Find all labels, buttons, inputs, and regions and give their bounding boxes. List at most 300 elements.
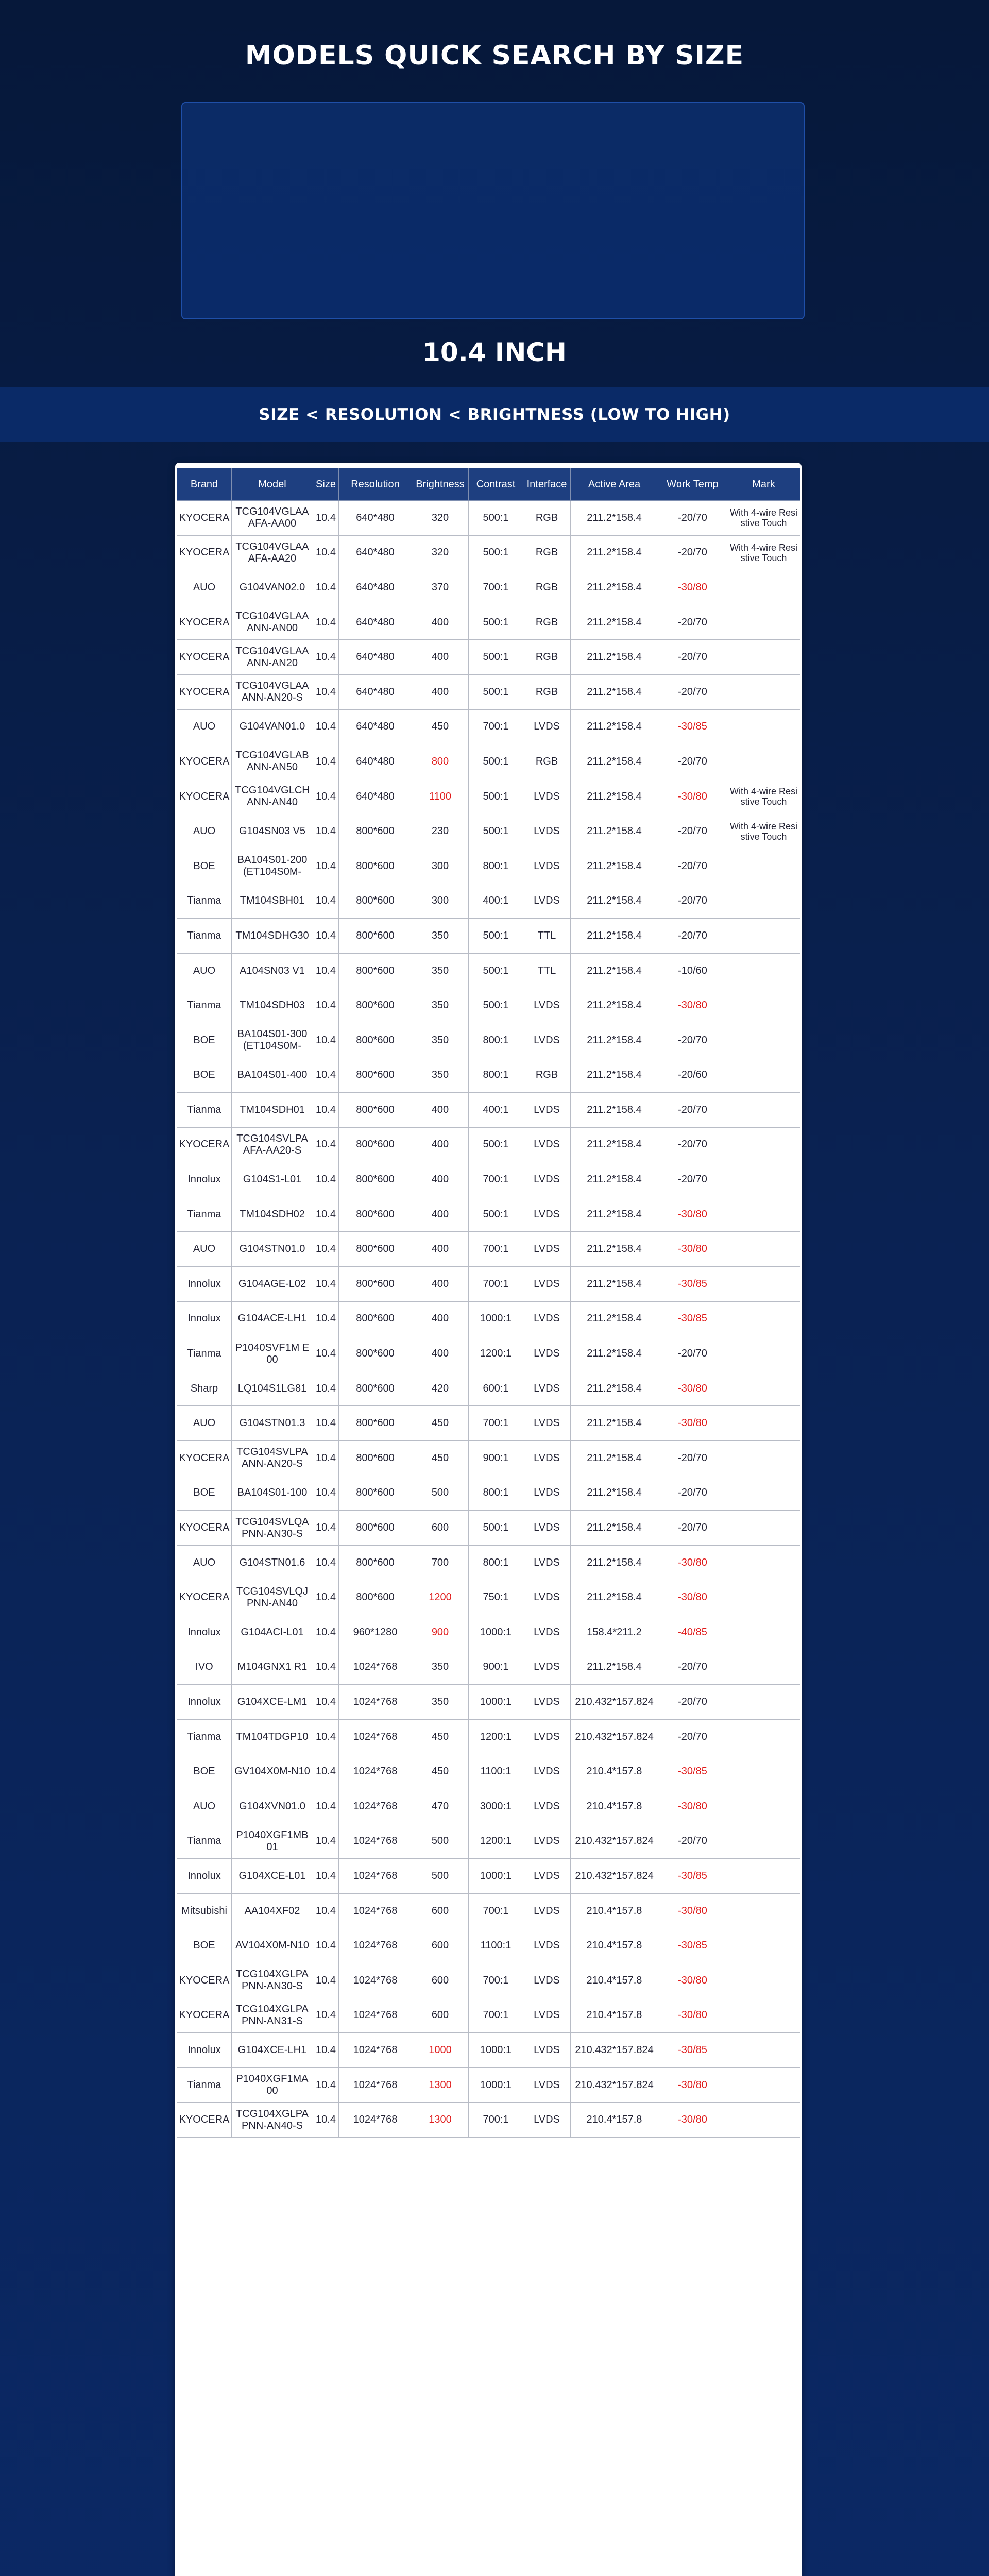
cell-brightness: 450 <box>412 709 469 744</box>
table-row <box>177 501 800 536</box>
cell-interface: LVDS <box>523 1267 571 1302</box>
cell-model: TCG104VGLAAAFA-AA00 <box>232 501 313 536</box>
cell-brightness: 400 <box>412 1232 469 1267</box>
cell-contrast: 750:1 <box>469 1580 523 1615</box>
cell-work-temp: -30/80 <box>658 1893 727 1928</box>
cell-size: 10.4 <box>313 1859 339 1894</box>
cell-interface: LVDS <box>523 1719 571 1754</box>
cell-work-temp: -20/60 <box>658 1058 727 1093</box>
cell-resolution: 800*600 <box>339 1441 412 1476</box>
cell-interface: RGB <box>523 605 571 640</box>
cell-size: 10.4 <box>313 1162 339 1197</box>
table-row <box>177 674 800 709</box>
cell-contrast: 900:1 <box>469 1650 523 1685</box>
table-row <box>177 1023 800 1058</box>
cell-model: TCG104SVLPAANN-AN20-S <box>232 1441 313 1476</box>
cell-active-area: 211.2*158.4 <box>571 1093 658 1128</box>
models-table-panel <box>175 463 802 2576</box>
cell-size: 10.4 <box>313 535 339 570</box>
cell-interface: LVDS <box>523 1336 571 1371</box>
cell-mark <box>727 2103 800 2138</box>
cell-mark <box>727 2067 800 2103</box>
cell-contrast: 900:1 <box>469 1441 523 1476</box>
cell-active-area: 211.2*158.4 <box>571 1232 658 1267</box>
cell-interface: LVDS <box>523 1232 571 1267</box>
cell-model: TM104SBH01 <box>232 884 313 919</box>
cell-contrast: 500:1 <box>469 919 523 954</box>
cell-mark <box>727 674 800 709</box>
cell-mark <box>727 640 800 675</box>
cell-brightness: 500 <box>412 1476 469 1511</box>
cell-resolution: 800*600 <box>339 1127 412 1162</box>
table-row <box>177 1719 800 1754</box>
cell-interface: LVDS <box>523 1615 571 1650</box>
cell-brand: KYOCERA <box>177 744 232 779</box>
cell-resolution: 640*480 <box>339 779 412 814</box>
cell-model: BA104S01-100 <box>232 1476 313 1511</box>
cell-brand: Tianma <box>177 919 232 954</box>
cell-work-temp: -20/70 <box>658 535 727 570</box>
cell-interface: TTL <box>523 953 571 988</box>
cell-resolution: 1024*768 <box>339 1650 412 1685</box>
header-interface: Interface <box>523 468 571 501</box>
cell-mark <box>727 884 800 919</box>
table-row <box>177 1441 800 1476</box>
cell-contrast: 1000:1 <box>469 1301 523 1336</box>
cell-interface: RGB <box>523 501 571 536</box>
table-row <box>177 1232 800 1267</box>
cell-model: TCG104SVLQAPNN-AN30-S <box>232 1511 313 1546</box>
header-model: Model <box>232 468 313 501</box>
header-brand: Brand <box>177 468 232 501</box>
cell-model: M104GNX1 R1 <box>232 1650 313 1685</box>
cell-active-area: 210.432*157.824 <box>571 2033 658 2068</box>
table-row <box>177 849 800 884</box>
cell-interface: LVDS <box>523 849 571 884</box>
cell-active-area: 211.2*158.4 <box>571 640 658 675</box>
cell-model: G104XCE-L01 <box>232 1859 313 1894</box>
cell-model: G104STN01.6 <box>232 1545 313 1580</box>
table-row <box>177 1127 800 1162</box>
cell-size: 10.4 <box>313 1998 339 2033</box>
cell-resolution: 800*600 <box>339 1093 412 1128</box>
cell-active-area: 210.4*157.8 <box>571 1928 658 1963</box>
cell-brand: KYOCERA <box>177 640 232 675</box>
cell-active-area: 211.2*158.4 <box>571 1127 658 1162</box>
cell-active-area: 211.2*158.4 <box>571 953 658 988</box>
cell-resolution: 800*600 <box>339 1301 412 1336</box>
cell-mark <box>727 1476 800 1511</box>
cell-mark <box>727 919 800 954</box>
cell-resolution: 640*480 <box>339 640 412 675</box>
cell-resolution: 800*600 <box>339 884 412 919</box>
cell-size: 10.4 <box>313 1093 339 1128</box>
cell-brand: Mitsubishi <box>177 1893 232 1928</box>
cell-contrast: 700:1 <box>469 1267 523 1302</box>
cell-interface: LVDS <box>523 1093 571 1128</box>
cell-work-temp: -20/70 <box>658 1719 727 1754</box>
cell-mark <box>727 1650 800 1685</box>
table-row <box>177 1824 800 1859</box>
cell-work-temp: -30/80 <box>658 1406 727 1441</box>
cell-resolution: 1024*768 <box>339 1928 412 1963</box>
cell-work-temp: -30/85 <box>658 1301 727 1336</box>
cell-brightness: 600 <box>412 1893 469 1928</box>
cell-model: G104XCE-LH1 <box>232 2033 313 2068</box>
cell-mark <box>727 988 800 1023</box>
cell-size: 10.4 <box>313 1441 339 1476</box>
cell-brand: Sharp <box>177 1371 232 1406</box>
table-row <box>177 988 800 1023</box>
cell-brand: Tianma <box>177 1824 232 1859</box>
cell-brand: KYOCERA <box>177 1127 232 1162</box>
cell-interface: LVDS <box>523 1371 571 1406</box>
cell-resolution: 1024*768 <box>339 1719 412 1754</box>
cell-brightness: 400 <box>412 1093 469 1128</box>
cell-active-area: 211.2*158.4 <box>571 1023 658 1058</box>
cell-contrast: 500:1 <box>469 744 523 779</box>
cell-contrast: 500:1 <box>469 605 523 640</box>
cell-brightness: 500 <box>412 1824 469 1859</box>
cell-contrast: 500:1 <box>469 674 523 709</box>
cell-mark: With 4-wire Resistive Touch <box>727 501 800 536</box>
cell-interface: LVDS <box>523 884 571 919</box>
cell-mark <box>727 1789 800 1824</box>
cell-interface: LVDS <box>523 1406 571 1441</box>
cell-work-temp: -20/70 <box>658 744 727 779</box>
cell-active-area: 210.432*157.824 <box>571 1685 658 1720</box>
cell-brand: Innolux <box>177 1859 232 1894</box>
cell-work-temp: -30/85 <box>658 1859 727 1894</box>
cell-work-temp: -30/80 <box>658 988 727 1023</box>
cell-brand: AUO <box>177 953 232 988</box>
cell-brand: AUO <box>177 1545 232 1580</box>
cell-brand: Tianma <box>177 1719 232 1754</box>
cell-work-temp: -20/70 <box>658 1476 727 1511</box>
cell-mark <box>727 1058 800 1093</box>
cell-brightness: 350 <box>412 919 469 954</box>
cell-resolution: 1024*768 <box>339 1963 412 1998</box>
cell-mark <box>727 1685 800 1720</box>
header-mark: Mark <box>727 468 800 501</box>
cell-mark <box>727 1719 800 1754</box>
cell-size: 10.4 <box>313 1789 339 1824</box>
cell-brightness: 1100 <box>412 779 469 814</box>
cell-active-area: 211.2*158.4 <box>571 1267 658 1302</box>
cell-resolution: 800*600 <box>339 919 412 954</box>
cell-size: 10.4 <box>313 570 339 605</box>
cell-model: TM104SDH02 <box>232 1197 313 1232</box>
cell-brightness: 400 <box>412 674 469 709</box>
cell-model: TM104SDHG30 <box>232 919 313 954</box>
cell-model: A104SN03 V1 <box>232 953 313 988</box>
cell-brand: Innolux <box>177 1685 232 1720</box>
cell-contrast: 500:1 <box>469 988 523 1023</box>
cell-mark <box>727 1511 800 1546</box>
cell-brand: Innolux <box>177 1162 232 1197</box>
cell-size: 10.4 <box>313 501 339 536</box>
cell-size: 10.4 <box>313 1336 339 1371</box>
cell-interface: RGB <box>523 744 571 779</box>
table-header-row <box>177 468 800 501</box>
cell-contrast: 1100:1 <box>469 1928 523 1963</box>
cell-mark <box>727 1580 800 1615</box>
cell-mark <box>727 849 800 884</box>
table-row <box>177 1406 800 1441</box>
cell-mark <box>727 1893 800 1928</box>
cell-mark <box>727 605 800 640</box>
cell-work-temp: -30/80 <box>658 2103 727 2138</box>
cell-active-area: 211.2*158.4 <box>571 1058 658 1093</box>
cell-brightness: 400 <box>412 1301 469 1336</box>
cell-brand: AUO <box>177 1232 232 1267</box>
cell-model: G104VAN01.0 <box>232 709 313 744</box>
cell-active-area: 211.2*158.4 <box>571 1336 658 1371</box>
cell-brightness: 300 <box>412 849 469 884</box>
cell-interface: LVDS <box>523 1197 571 1232</box>
table-row <box>177 1371 800 1406</box>
cell-brand: BOE <box>177 1476 232 1511</box>
cell-resolution: 640*480 <box>339 674 412 709</box>
cell-size: 10.4 <box>313 674 339 709</box>
cell-contrast: 1000:1 <box>469 1615 523 1650</box>
cell-interface: LVDS <box>523 1859 571 1894</box>
cell-active-area: 211.2*158.4 <box>571 1371 658 1406</box>
cell-mark <box>727 1336 800 1371</box>
cell-size: 10.4 <box>313 1928 339 1963</box>
cell-interface: LVDS <box>523 1998 571 2033</box>
cell-resolution: 960*1280 <box>339 1615 412 1650</box>
cell-brightness: 1300 <box>412 2103 469 2138</box>
cell-active-area: 211.2*158.4 <box>571 535 658 570</box>
cell-resolution: 800*600 <box>339 1545 412 1580</box>
table-row <box>177 1789 800 1824</box>
cell-model: BA104S01-300(ET104S0M- <box>232 1023 313 1058</box>
cell-work-temp: -30/80 <box>658 1197 727 1232</box>
cell-interface: RGB <box>523 640 571 675</box>
cell-mark <box>727 953 800 988</box>
cell-brand: Tianma <box>177 1197 232 1232</box>
cell-contrast: 1200:1 <box>469 1336 523 1371</box>
cell-interface: LVDS <box>523 1963 571 1998</box>
cell-work-temp: -30/80 <box>658 1789 727 1824</box>
header-brightness: Brightness <box>412 468 469 501</box>
cell-active-area: 211.2*158.4 <box>571 1511 658 1546</box>
table-row <box>177 814 800 849</box>
cell-active-area: 211.2*158.4 <box>571 1476 658 1511</box>
cell-mark <box>727 1441 800 1476</box>
cell-model: G104XCE-LM1 <box>232 1685 313 1720</box>
cell-mark <box>727 1963 800 1998</box>
table-row <box>177 1058 800 1093</box>
page-title: MODELS QUICK SEARCH BY SIZE <box>245 40 744 71</box>
cell-size: 10.4 <box>313 849 339 884</box>
cell-contrast: 1200:1 <box>469 1719 523 1754</box>
cell-brightness: 400 <box>412 640 469 675</box>
cell-brand: KYOCERA <box>177 674 232 709</box>
cell-resolution: 1024*768 <box>339 2033 412 2068</box>
cell-active-area: 211.2*158.4 <box>571 1441 658 1476</box>
cell-contrast: 700:1 <box>469 1893 523 1928</box>
cell-interface: RGB <box>523 570 571 605</box>
cell-brand: KYOCERA <box>177 1580 232 1615</box>
cell-active-area: 211.2*158.4 <box>571 674 658 709</box>
table-row <box>177 2067 800 2103</box>
cell-work-temp: -20/70 <box>658 1127 727 1162</box>
cell-active-area: 210.4*157.8 <box>571 1893 658 1928</box>
cell-active-area: 211.2*158.4 <box>571 1406 658 1441</box>
cell-resolution: 640*480 <box>339 605 412 640</box>
table-row <box>177 1162 800 1197</box>
cell-work-temp: -30/85 <box>658 1267 727 1302</box>
cell-model: G104VAN02.0 <box>232 570 313 605</box>
cell-brand: KYOCERA <box>177 2103 232 2138</box>
table-row <box>177 535 800 570</box>
cell-resolution: 800*600 <box>339 1371 412 1406</box>
cell-contrast: 1100:1 <box>469 1754 523 1789</box>
cell-work-temp: -20/70 <box>658 1162 727 1197</box>
cell-contrast: 700:1 <box>469 2103 523 2138</box>
cell-model: LQ104S1LG81 <box>232 1371 313 1406</box>
cell-contrast: 700:1 <box>469 709 523 744</box>
cell-size: 10.4 <box>313 1754 339 1789</box>
cell-brightness: 300 <box>412 884 469 919</box>
cell-brightness: 320 <box>412 501 469 536</box>
cell-contrast: 500:1 <box>469 535 523 570</box>
cell-contrast: 700:1 <box>469 1998 523 2033</box>
cell-contrast: 400:1 <box>469 1093 523 1128</box>
cell-contrast: 3000:1 <box>469 1789 523 1824</box>
cell-brightness: 1300 <box>412 2067 469 2103</box>
cell-work-temp: -30/80 <box>658 2067 727 2103</box>
cell-model: G104STN01.0 <box>232 1232 313 1267</box>
cell-interface: LVDS <box>523 1301 571 1336</box>
cell-work-temp: -30/85 <box>658 2033 727 2068</box>
cell-brand: Tianma <box>177 1336 232 1371</box>
cell-model: TCG104VGLAAANN-AN20 <box>232 640 313 675</box>
cell-brightness: 350 <box>412 1058 469 1093</box>
cell-model: G104ACE-LH1 <box>232 1301 313 1336</box>
cell-interface: LVDS <box>523 1441 571 1476</box>
table-row <box>177 1859 800 1894</box>
cell-resolution: 640*480 <box>339 501 412 536</box>
cell-contrast: 500:1 <box>469 501 523 536</box>
cell-brightness: 1200 <box>412 1580 469 1615</box>
cell-brand: KYOCERA <box>177 605 232 640</box>
cell-mark <box>727 1928 800 1963</box>
cell-model: AA104XF02 <box>232 1893 313 1928</box>
cell-size: 10.4 <box>313 1058 339 1093</box>
cell-contrast: 1000:1 <box>469 1685 523 1720</box>
table-row <box>177 1267 800 1302</box>
size-search-box[interactable] <box>181 102 805 319</box>
cell-interface: LVDS <box>523 1754 571 1789</box>
cell-size: 10.4 <box>313 1511 339 1546</box>
cell-work-temp: -30/80 <box>658 779 727 814</box>
cell-brand: Innolux <box>177 1301 232 1336</box>
table-body <box>177 501 800 2138</box>
cell-work-temp: -20/70 <box>658 1336 727 1371</box>
cell-active-area: 211.2*158.4 <box>571 884 658 919</box>
cell-work-temp: -20/70 <box>658 1511 727 1546</box>
cell-work-temp: -20/70 <box>658 501 727 536</box>
cell-size: 10.4 <box>313 640 339 675</box>
cell-contrast: 800:1 <box>469 1545 523 1580</box>
cell-contrast: 800:1 <box>469 1476 523 1511</box>
cell-model: BA104S01-400 <box>232 1058 313 1093</box>
cell-active-area: 211.2*158.4 <box>571 744 658 779</box>
cell-mark <box>727 1998 800 2033</box>
cell-size: 10.4 <box>313 709 339 744</box>
cell-model: G104STN01.3 <box>232 1406 313 1441</box>
cell-resolution: 800*600 <box>339 1476 412 1511</box>
cell-interface: LVDS <box>523 1511 571 1546</box>
cell-brand: AUO <box>177 1789 232 1824</box>
cell-resolution: 800*600 <box>339 1267 412 1302</box>
cell-contrast: 1000:1 <box>469 2067 523 2103</box>
cell-brand: Tianma <box>177 988 232 1023</box>
cell-mark <box>727 2033 800 2068</box>
cell-brand: IVO <box>177 1650 232 1685</box>
cell-size: 10.4 <box>313 1232 339 1267</box>
cell-active-area: 211.2*158.4 <box>571 779 658 814</box>
cell-work-temp: -20/70 <box>658 1650 727 1685</box>
cell-size: 10.4 <box>313 1197 339 1232</box>
cell-model: BA104S01-200(ET104S0M- <box>232 849 313 884</box>
cell-brightness: 350 <box>412 953 469 988</box>
cell-model: TCG104SVLPAAFA-AA20-S <box>232 1127 313 1162</box>
cell-contrast: 500:1 <box>469 1127 523 1162</box>
cell-model: P1040XGF1MA00 <box>232 2067 313 2103</box>
cell-active-area: 210.432*157.824 <box>571 1859 658 1894</box>
cell-model: TM104SDH01 <box>232 1093 313 1128</box>
cell-brightness: 350 <box>412 1023 469 1058</box>
cell-model: G104SN03 V5 <box>232 814 313 849</box>
cell-active-area: 210.432*157.824 <box>571 1824 658 1859</box>
cell-resolution: 1024*768 <box>339 1998 412 2033</box>
cell-contrast: 1200:1 <box>469 1824 523 1859</box>
models-table <box>177 468 800 2138</box>
cell-brightness: 600 <box>412 1928 469 1963</box>
cell-mark <box>727 1301 800 1336</box>
cell-contrast: 800:1 <box>469 1058 523 1093</box>
cell-interface: RGB <box>523 1058 571 1093</box>
table-row <box>177 1754 800 1789</box>
cell-resolution: 640*480 <box>339 709 412 744</box>
cell-contrast: 700:1 <box>469 1162 523 1197</box>
cell-interface: LVDS <box>523 779 571 814</box>
cell-brand: Innolux <box>177 1615 232 1650</box>
cell-brand: AUO <box>177 1406 232 1441</box>
header-contrast: Contrast <box>469 468 523 501</box>
cell-resolution: 800*600 <box>339 988 412 1023</box>
cell-active-area: 211.2*158.4 <box>571 570 658 605</box>
cell-mark <box>727 1093 800 1128</box>
cell-brand: KYOCERA <box>177 779 232 814</box>
cell-model: TCG104SVLQJPNN-AN40 <box>232 1580 313 1615</box>
cell-active-area: 211.2*158.4 <box>571 501 658 536</box>
cell-brightness: 230 <box>412 814 469 849</box>
cell-size: 10.4 <box>313 1301 339 1336</box>
cell-mark <box>727 1615 800 1650</box>
cell-interface: LVDS <box>523 709 571 744</box>
cell-brand: KYOCERA <box>177 501 232 536</box>
cell-brand: KYOCERA <box>177 1511 232 1546</box>
cell-resolution: 1024*768 <box>339 1824 412 1859</box>
cell-work-temp: -30/80 <box>658 1545 727 1580</box>
cell-mark <box>727 744 800 779</box>
cell-size: 10.4 <box>313 1963 339 1998</box>
